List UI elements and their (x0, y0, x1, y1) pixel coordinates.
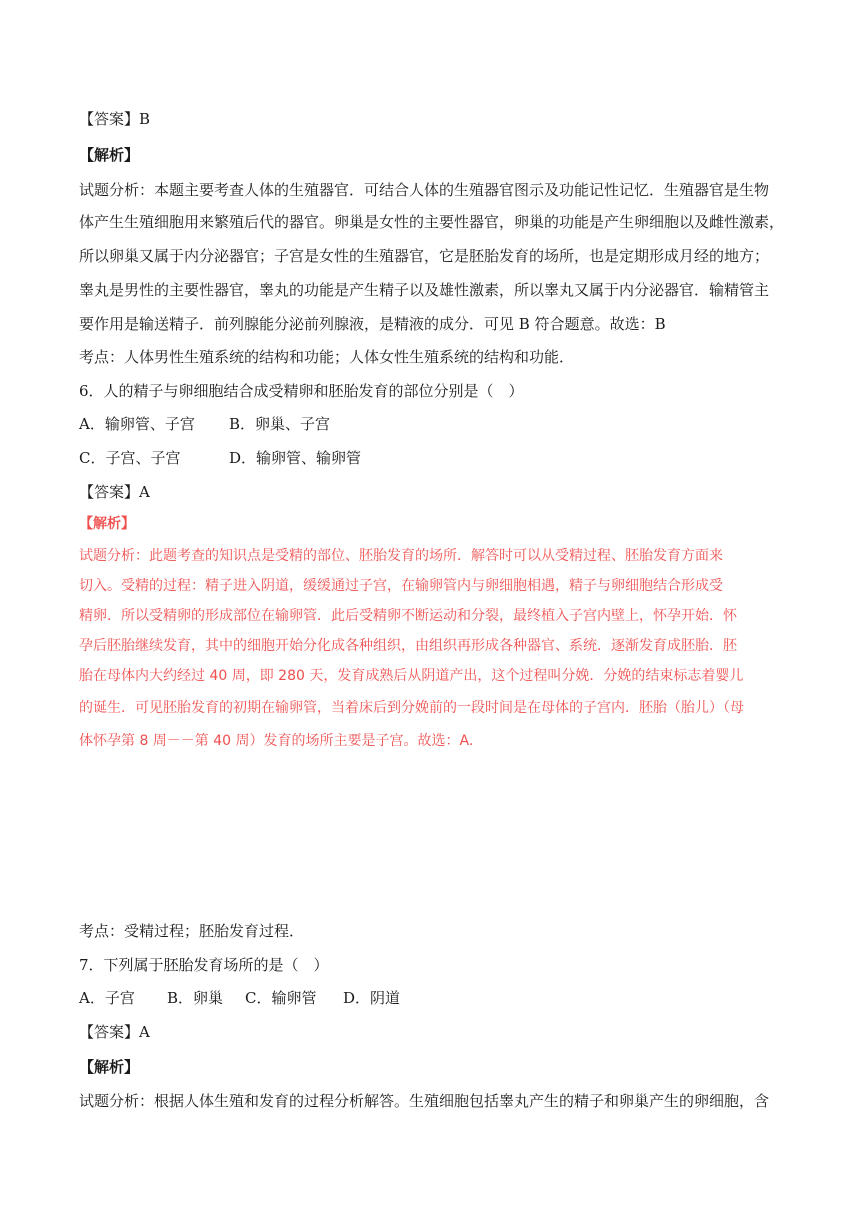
q5-analysis-line: 要作用是输送精子．前列腺能分泌前列腺液，是精液的成分．可见 B 符合题意。故选：B (79, 315, 666, 333)
q7-options (79, 988, 400, 1008)
q7-answer: 【答案】A (79, 1023, 150, 1041)
q6-option-c: C．子宫、子宫 (79, 449, 181, 467)
q7-analysis-header: 【解析】 (79, 1058, 140, 1076)
q6-analysis-line: 精卵．所以受精卵的形成部位在输卵管．此后受精卵不断运动和分裂，最终植入子宫内壁上，怀孕开始．怀 (79, 608, 737, 624)
q6-options-row1 (79, 414, 330, 434)
q7-analysis-line: 试题分析：根据人体生殖和发育的过程分析解答。生殖细胞包括睾丸产生的精子和卵巢产生的卵细胞，含 (79, 1092, 770, 1110)
q7-option-c: C．输卵管 (245, 989, 317, 1007)
q5-kaodian: 考点：人体男性生殖系统的结构和功能；人体女性生殖系统的结构和功能． (79, 348, 575, 366)
q7-option-a: A．子宫 (79, 989, 135, 1007)
q6-analysis-line: 的诞生．可见胚胎发育的初期在输卵管，当着床后到分娩前的一段时间是在母体的子宫内．胚胎（胎儿）（母 (79, 700, 744, 716)
q6-question: 6．人的精子与卵细胞结合成受精卵和胚胎发育的部位分别是（ ） (79, 382, 524, 400)
q6-option-b: B．卵巢、子宫 (229, 415, 331, 433)
q5-analysis-line: 试题分析：本题主要考查人体的生殖器官．可结合人体的生殖器官图示及功能记性记忆．生殖器官是生物 (79, 181, 770, 199)
q6-answer: 【答案】A (79, 483, 150, 501)
q6-options-row2 (79, 448, 361, 468)
q6-analysis-header: 【解析】 (79, 516, 135, 532)
q6-option-a: A．输卵管、子宫 (79, 415, 195, 433)
q5-analysis-line: 体产生生殖细胞用来繁殖后代的器官。卵巢是女性的主要性器官，卵巢的功能是产生卵细胞以及雌性激素， (79, 213, 785, 231)
q6-option-d: D．输卵管、输卵管 (229, 449, 362, 467)
q6-analysis-line: 体怀孕第 8 周－－第 40 周）发育的场所主要是子宫。故选：A. (79, 733, 474, 749)
q6-analysis-line: 胎在母体内大约经过 40 周，即 280 天，发育成熟后从阴道产出，这个过程叫分娩．分娩的结束标志着婴儿 (79, 668, 744, 684)
q5-analysis-line: 所以卵巢又属于内分泌器官；子宫是女性的生殖器官，它是胚胎发育的场所，也是定期形成月经的地方； (79, 247, 770, 265)
q7-question: 7．下列属于胚胎发育场所的是（ ） (79, 956, 329, 974)
q6-analysis-line: 试题分析：此题考查的知识点是受精的部位、胚胎发育的场所．解答时可以从受精过程、胚胎发育方面来 (79, 548, 723, 564)
q5-analysis-header: 【解析】 (79, 146, 140, 164)
q6-analysis-line: 切入。受精的过程：精子进入阴道，缓缓通过子宫，在输卵管内与卵细胞相遇，精子与卵细胞结合形成受 (79, 578, 723, 594)
q5-answer: 【答案】B (79, 110, 151, 128)
q6-kaodian: 考点：受精过程；胚胎发育过程． (79, 922, 305, 940)
q6-analysis-line: 孕后胚胎继续发育，其中的细胞开始分化成各种组织，由组织再形成各种器官、系统．逐渐发育成胚胎．胚 (79, 638, 737, 654)
q7-option-b: B．卵巢 (167, 989, 224, 1007)
q5-analysis-line: 睾丸是男性的主要性器官，睾丸的功能是产生精子以及雄性激素，所以睾丸又属于内分泌器官．输精管主 (79, 281, 770, 299)
q7-option-d: D．阴道 (343, 989, 401, 1007)
